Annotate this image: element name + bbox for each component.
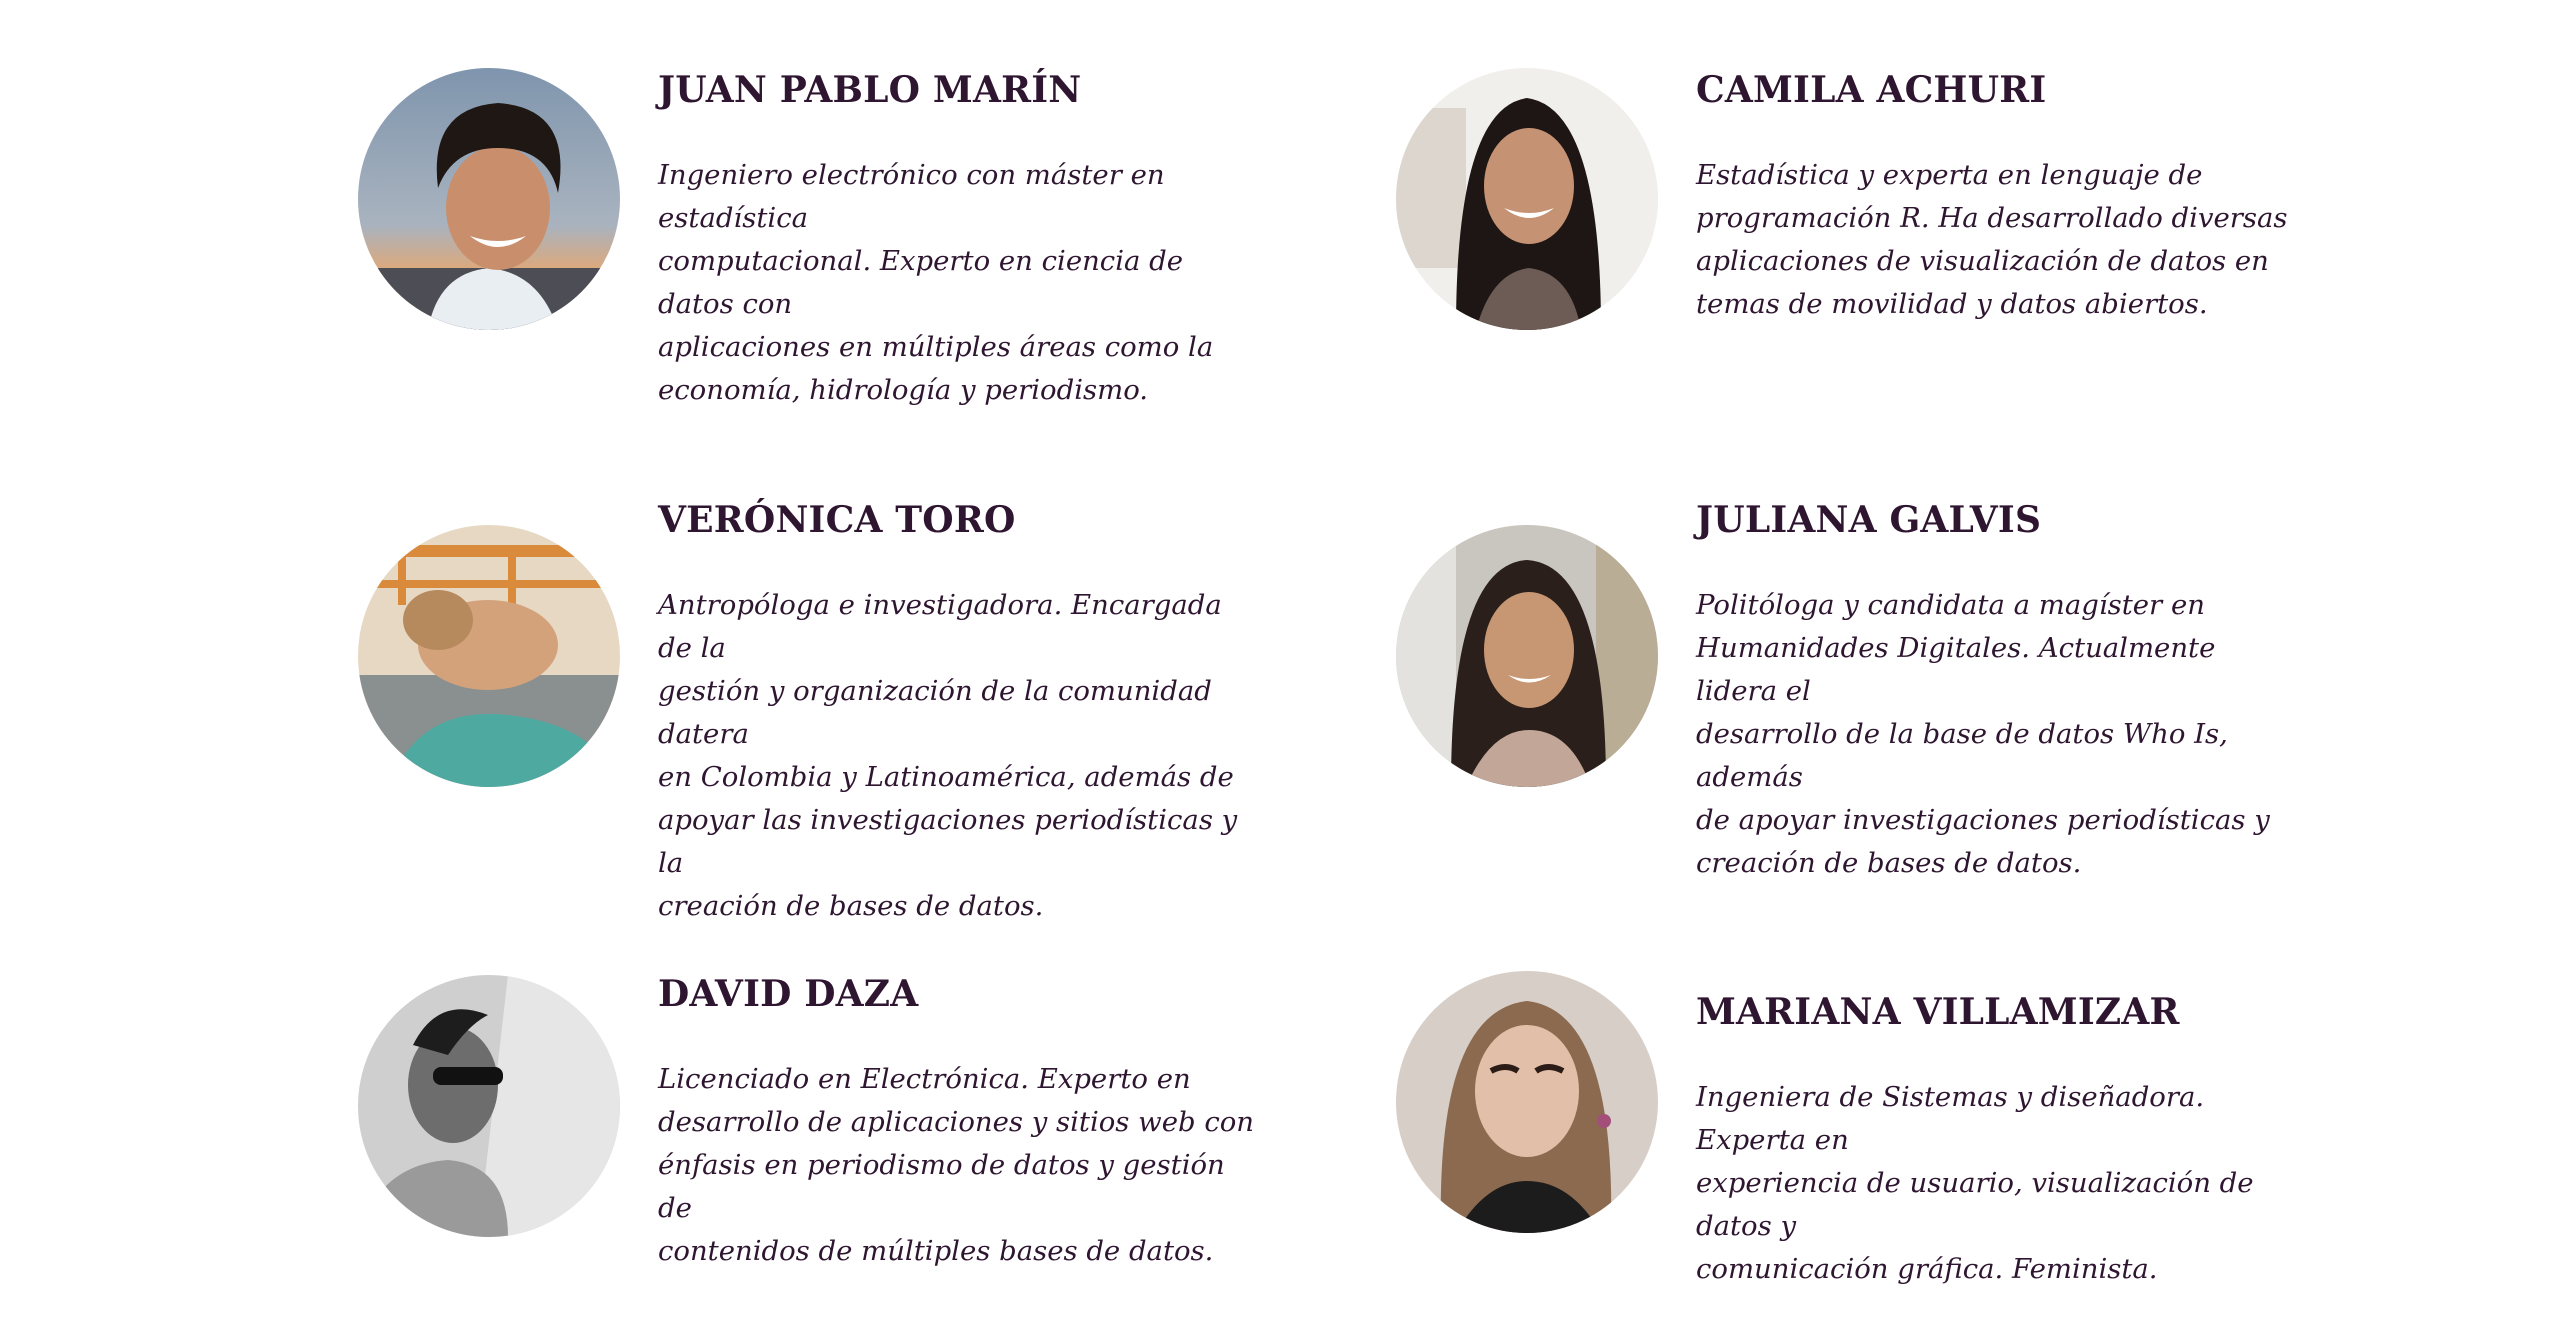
member-name: VERÓNICA TORO [658, 499, 1016, 541]
team-member-card [1396, 68, 2296, 398]
member-text [1696, 68, 2296, 326]
avatar [358, 975, 620, 1237]
member-photo [358, 975, 620, 1237]
team-member-card [358, 498, 1258, 922]
member-text [658, 68, 1258, 412]
avatar [358, 525, 620, 787]
member-name: MARIANA VILLAMIZAR [1696, 991, 2180, 1033]
team-member-card [358, 68, 1258, 406]
member-bio: Politóloga y candidata a magíster en Humanidades Digitales. Actualmente lidera el desarrollo de la base de datos Who Is, además de apoyar investigaciones periodísticas y creación de bases de datos. [1696, 589, 2270, 879]
member-photo [1396, 68, 1658, 330]
member-photo [358, 68, 620, 330]
member-photo [1396, 525, 1658, 787]
member-text [658, 498, 1258, 928]
member-name: JULIANA GALVIS [1696, 499, 2042, 541]
member-bio: Antropóloga e investigadora. Encargada de la gestión y organización de la comunidad datera en Colombia y Latinoamérica, además de apoyar las investigaciones periodísticas y la creación de bases de datos. [658, 589, 1238, 922]
member-bio: Ingeniera de Sistemas y diseñadora. Experta en experiencia de usuario, visualización de datos y comunicación gráfica. Feminista. [1696, 1081, 2254, 1285]
member-text [658, 972, 1258, 1273]
member-text [1696, 498, 2296, 885]
team-member-card [1396, 498, 2296, 879]
member-bio: Estadística y experta en lenguaje de programación R. Ha desarrollado diversas aplicaciones de visualización de datos en temas de movilidad y datos abiertos. [1696, 159, 2288, 320]
member-text [1696, 990, 2296, 1291]
avatar [1396, 525, 1658, 787]
avatar [358, 68, 620, 330]
member-bio: Ingeniero electrónico con máster en estadística computacional. Experto en ciencia de datos con aplicaciones en múltiples áreas como la economía, hidrología y periodismo. [658, 159, 1214, 406]
avatar [1396, 68, 1658, 330]
member-photo [358, 525, 620, 787]
member-bio: Licenciado en Electrónica. Experto en desarrollo de aplicaciones y sitios web con énfasis en periodismo de datos y gestión de contenidos de múltiples bases de datos. [658, 1063, 1254, 1267]
team-member-card [1396, 990, 2296, 1320]
member-name: CAMILA ACHURI [1696, 69, 2047, 111]
member-photo [1396, 971, 1658, 1233]
avatar [1396, 971, 1658, 1233]
member-name: DAVID DAZA [658, 973, 919, 1015]
team-member-card [358, 972, 1258, 1302]
member-name: JUAN PABLO MARÍN [658, 69, 1082, 111]
